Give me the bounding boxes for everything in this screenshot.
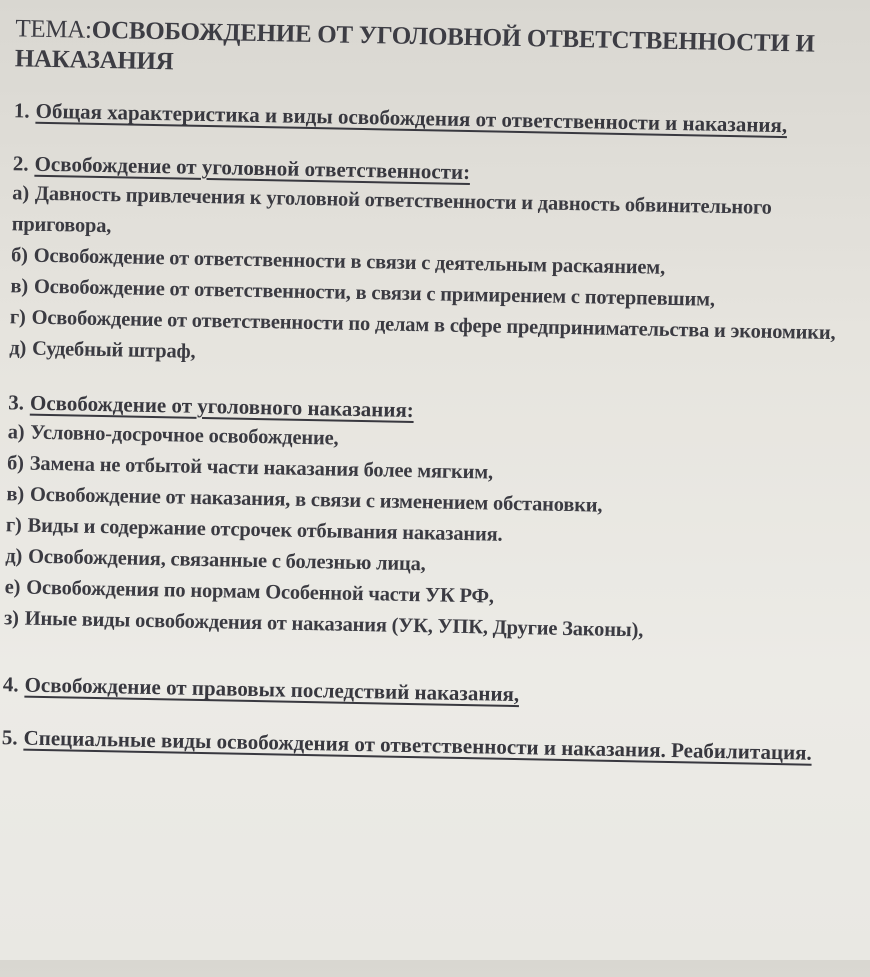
section-title: Освобождение от уголовной ответственности:: [34, 151, 471, 185]
item-marker: д): [5, 545, 23, 568]
section-title: Освобождение от уголовного наказания:: [29, 390, 415, 423]
page-title: [15, 14, 846, 90]
title-prefix: ТЕМА:: [15, 15, 92, 44]
item-marker: а): [12, 182, 30, 205]
item-marker: б): [10, 244, 28, 267]
item-text: Освобождение от ответственности по делам в сфере предпринимательства и экономики,: [31, 306, 836, 345]
section-1: [14, 96, 844, 141]
section-5: [2, 723, 832, 768]
item-marker: г): [5, 514, 22, 537]
item-text: Виды и содержание отсрочек отбывания наказания.: [27, 514, 503, 546]
item-marker: е): [4, 576, 21, 599]
section-number: 5.: [1, 725, 18, 750]
item-marker: з): [3, 607, 20, 630]
section-title: Специальные виды освобождения от ответственности и наказания. Реабилитация.: [23, 725, 813, 765]
item-marker: б): [6, 452, 25, 475]
item-marker: в): [10, 275, 29, 298]
item-text: Освобождения, связанные с болезнью лица,: [27, 545, 426, 576]
item-marker: в): [6, 483, 25, 506]
item-text: Освобождение от наказания, в связи с изменением обстановки,: [29, 483, 603, 517]
section-2: [9, 149, 843, 380]
section-4: [3, 670, 833, 715]
item-text: Иные виды освобождения от наказания (УК, УПК, Другие Законы),: [24, 607, 644, 642]
item-marker: г): [9, 306, 26, 329]
section-title: Освобождение от правовых последствий наказания,: [24, 672, 520, 707]
section-number: 4.: [2, 672, 19, 697]
item-text: Давность привлечения к уголовной ответственности и давность обвинительного приговора,: [11, 182, 772, 238]
item-text: Освобождение от ответственности в связи с деятельным раскаянием,: [33, 244, 666, 279]
item-text: Замена не отбытой части наказания более мягким,: [29, 452, 494, 484]
section-heading: [3, 670, 833, 715]
item-text: Освобождение от ответственности, в связи с примирением с потерпевшим,: [33, 275, 716, 311]
item-text: Освобождения по нормам Особенной части УК РФ,: [26, 576, 495, 608]
item-text: Судебный штраф,: [31, 337, 196, 363]
item-text: Условно-досрочное освобождение,: [30, 421, 339, 450]
title-text: ОСВОБОЖДЕНИЕ ОТ УГОЛОВНОЙ ОТВЕТСТВЕННОСТИ И НАКАЗАНИЯ: [14, 16, 815, 76]
section-3: [4, 388, 839, 650]
section-number: 3.: [8, 390, 25, 415]
section-heading: [2, 723, 832, 768]
section-title: Общая характеристика и виды освобождения от ответственности и наказания,: [35, 98, 788, 138]
item-marker: д): [9, 337, 27, 360]
item-marker: а): [7, 421, 25, 444]
section-heading: [14, 96, 844, 141]
section-number: 2.: [12, 151, 29, 176]
section-number: 1.: [13, 98, 30, 123]
